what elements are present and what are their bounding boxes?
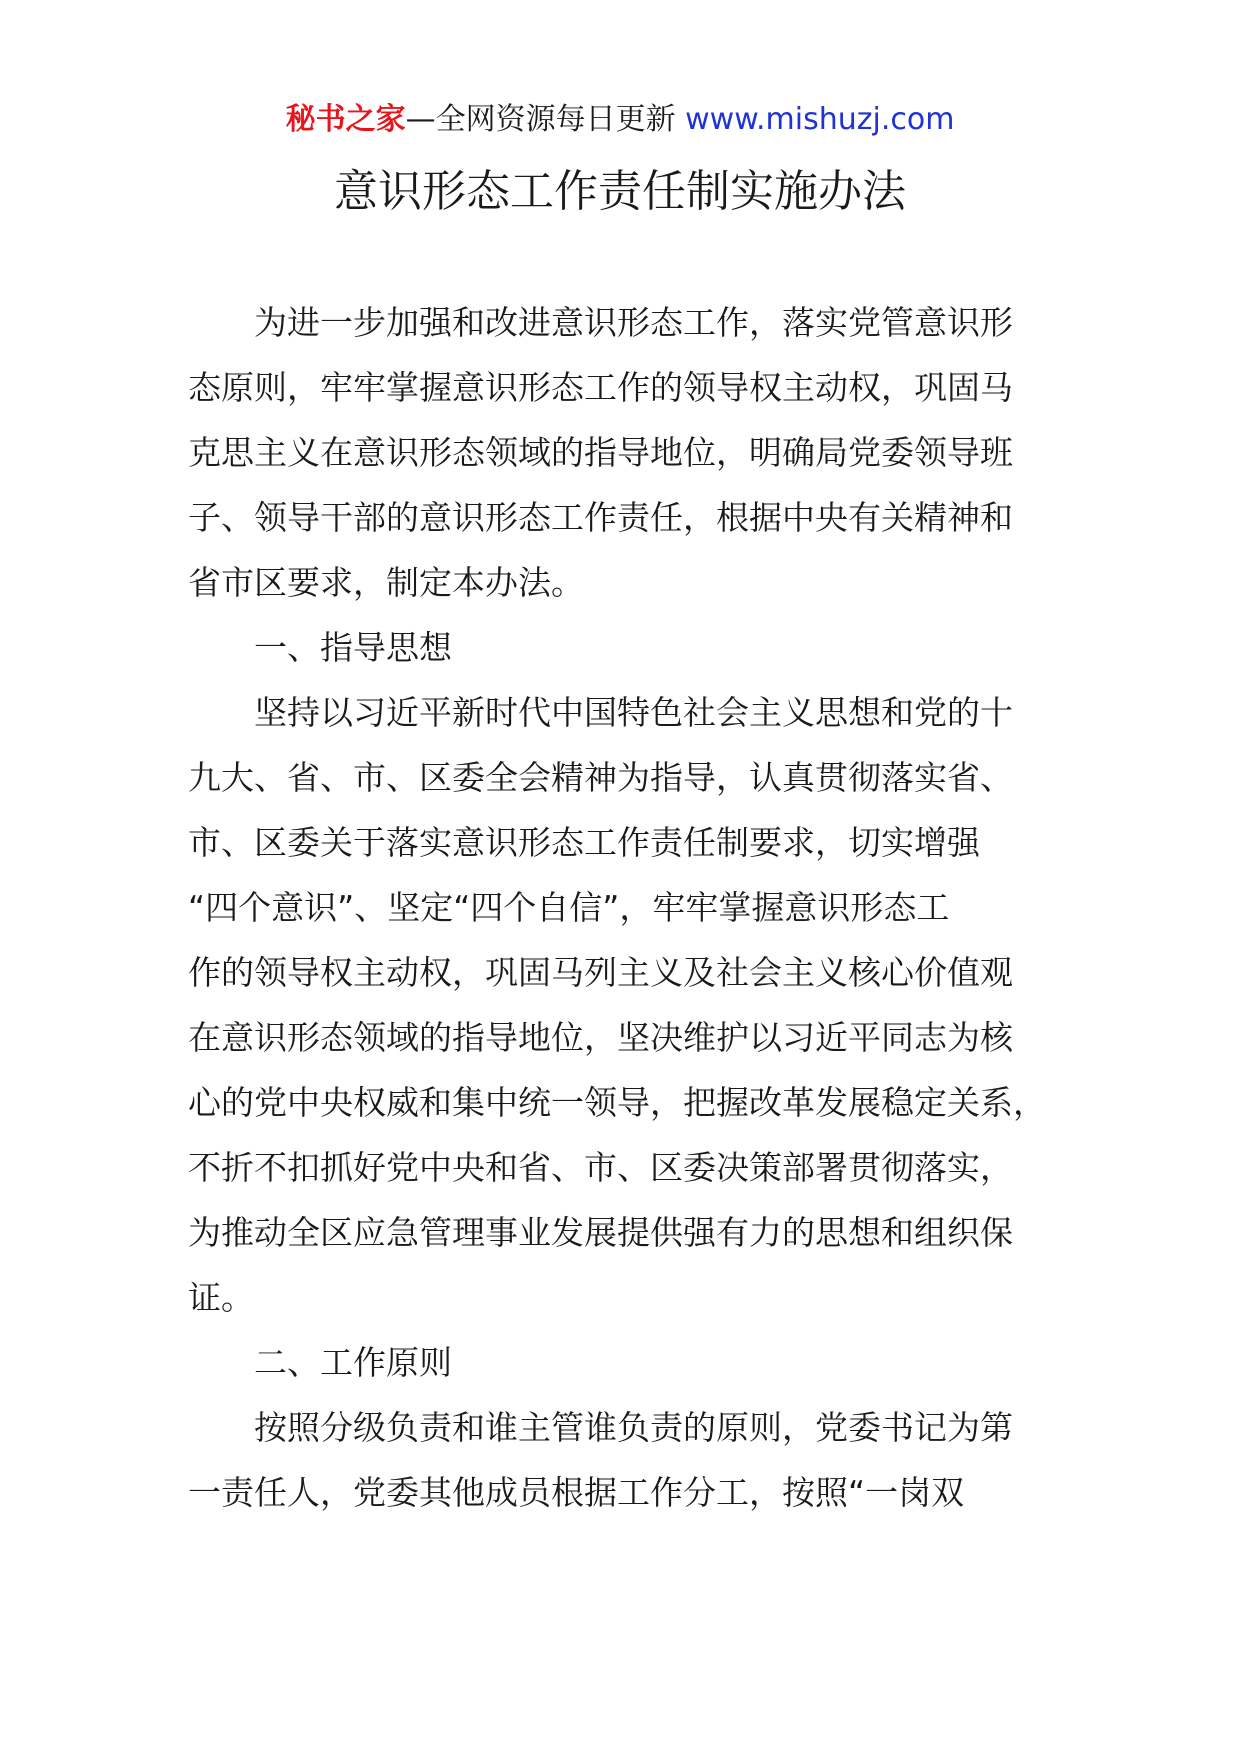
paragraph-intro-line: 态原则，牢牢掌握意识形态工作的领导权主动权，巩固马 [188,368,1013,407]
paragraph-principles-line: 一责任人，党委其他成员根据工作分工，按照“一岗双 [188,1473,965,1512]
paragraph-guiding-line: 在意识形态领域的指导地位，坚决维护以习近平同志为核 [188,1018,1013,1057]
banner-slogan: —全网资源每日更新 [405,102,676,137]
site-url-link[interactable]: www.mishuzj.com [685,102,955,137]
brand-name: 秘书之家 [285,102,406,137]
section-heading-work-principles: 二、工作原则 [254,1343,452,1382]
paragraph-guiding-line: 坚持以习近平新时代中国特色社会主义思想和党的十 [254,693,1013,732]
paragraph-guiding-line: 不折不扣抓好党中央和省、市、区委决策部署贯彻落实， [188,1148,1013,1187]
site-banner [0,100,1240,140]
section-heading-guiding-ideology: 一、指导思想 [254,628,452,667]
paragraph-guiding-line: 作的领导权主动权，巩固马列主义及社会主义核心价值观 [188,953,1013,992]
paragraph-intro-line: 为进一步加强和改进意识形态工作，落实党管意识形 [254,303,1013,342]
paragraph-intro-line: 子、领导干部的意识形态工作责任，根据中央有关精神和 [188,498,1013,537]
paragraph-intro-line: 克思主义在意识形态领域的指导地位，明确局党委领导班 [188,433,1013,472]
paragraph-guiding-line: 证。 [188,1278,254,1317]
document-body [188,290,1048,1525]
document-title: 意识形态工作责任制实施办法 [334,166,906,217]
paragraph-guiding-line: 为推动全区应急管理事业发展提供强有力的思想和组织保 [188,1213,1013,1252]
paragraph-intro-line: 省市区要求，制定本办法。 [188,563,584,602]
paragraph-guiding-line: 心的党中央权威和集中统一领导，把握改革发展稳定关系， [188,1083,1046,1122]
paragraph-guiding-line: 市、区委关于落实意识形态工作责任制要求，切实增强 [188,823,980,862]
paragraph-principles-line: 按照分级负责和谁主管谁负责的原则，党委书记为第 [254,1408,1013,1447]
paragraph-guiding-line: 九大、省、市、区委全会精神为指导，认真贯彻落实省、 [188,758,1013,797]
paragraph-guiding-line: “四个意识”、坚定“四个自信”，牢牢掌握意识形态工 [188,888,950,927]
